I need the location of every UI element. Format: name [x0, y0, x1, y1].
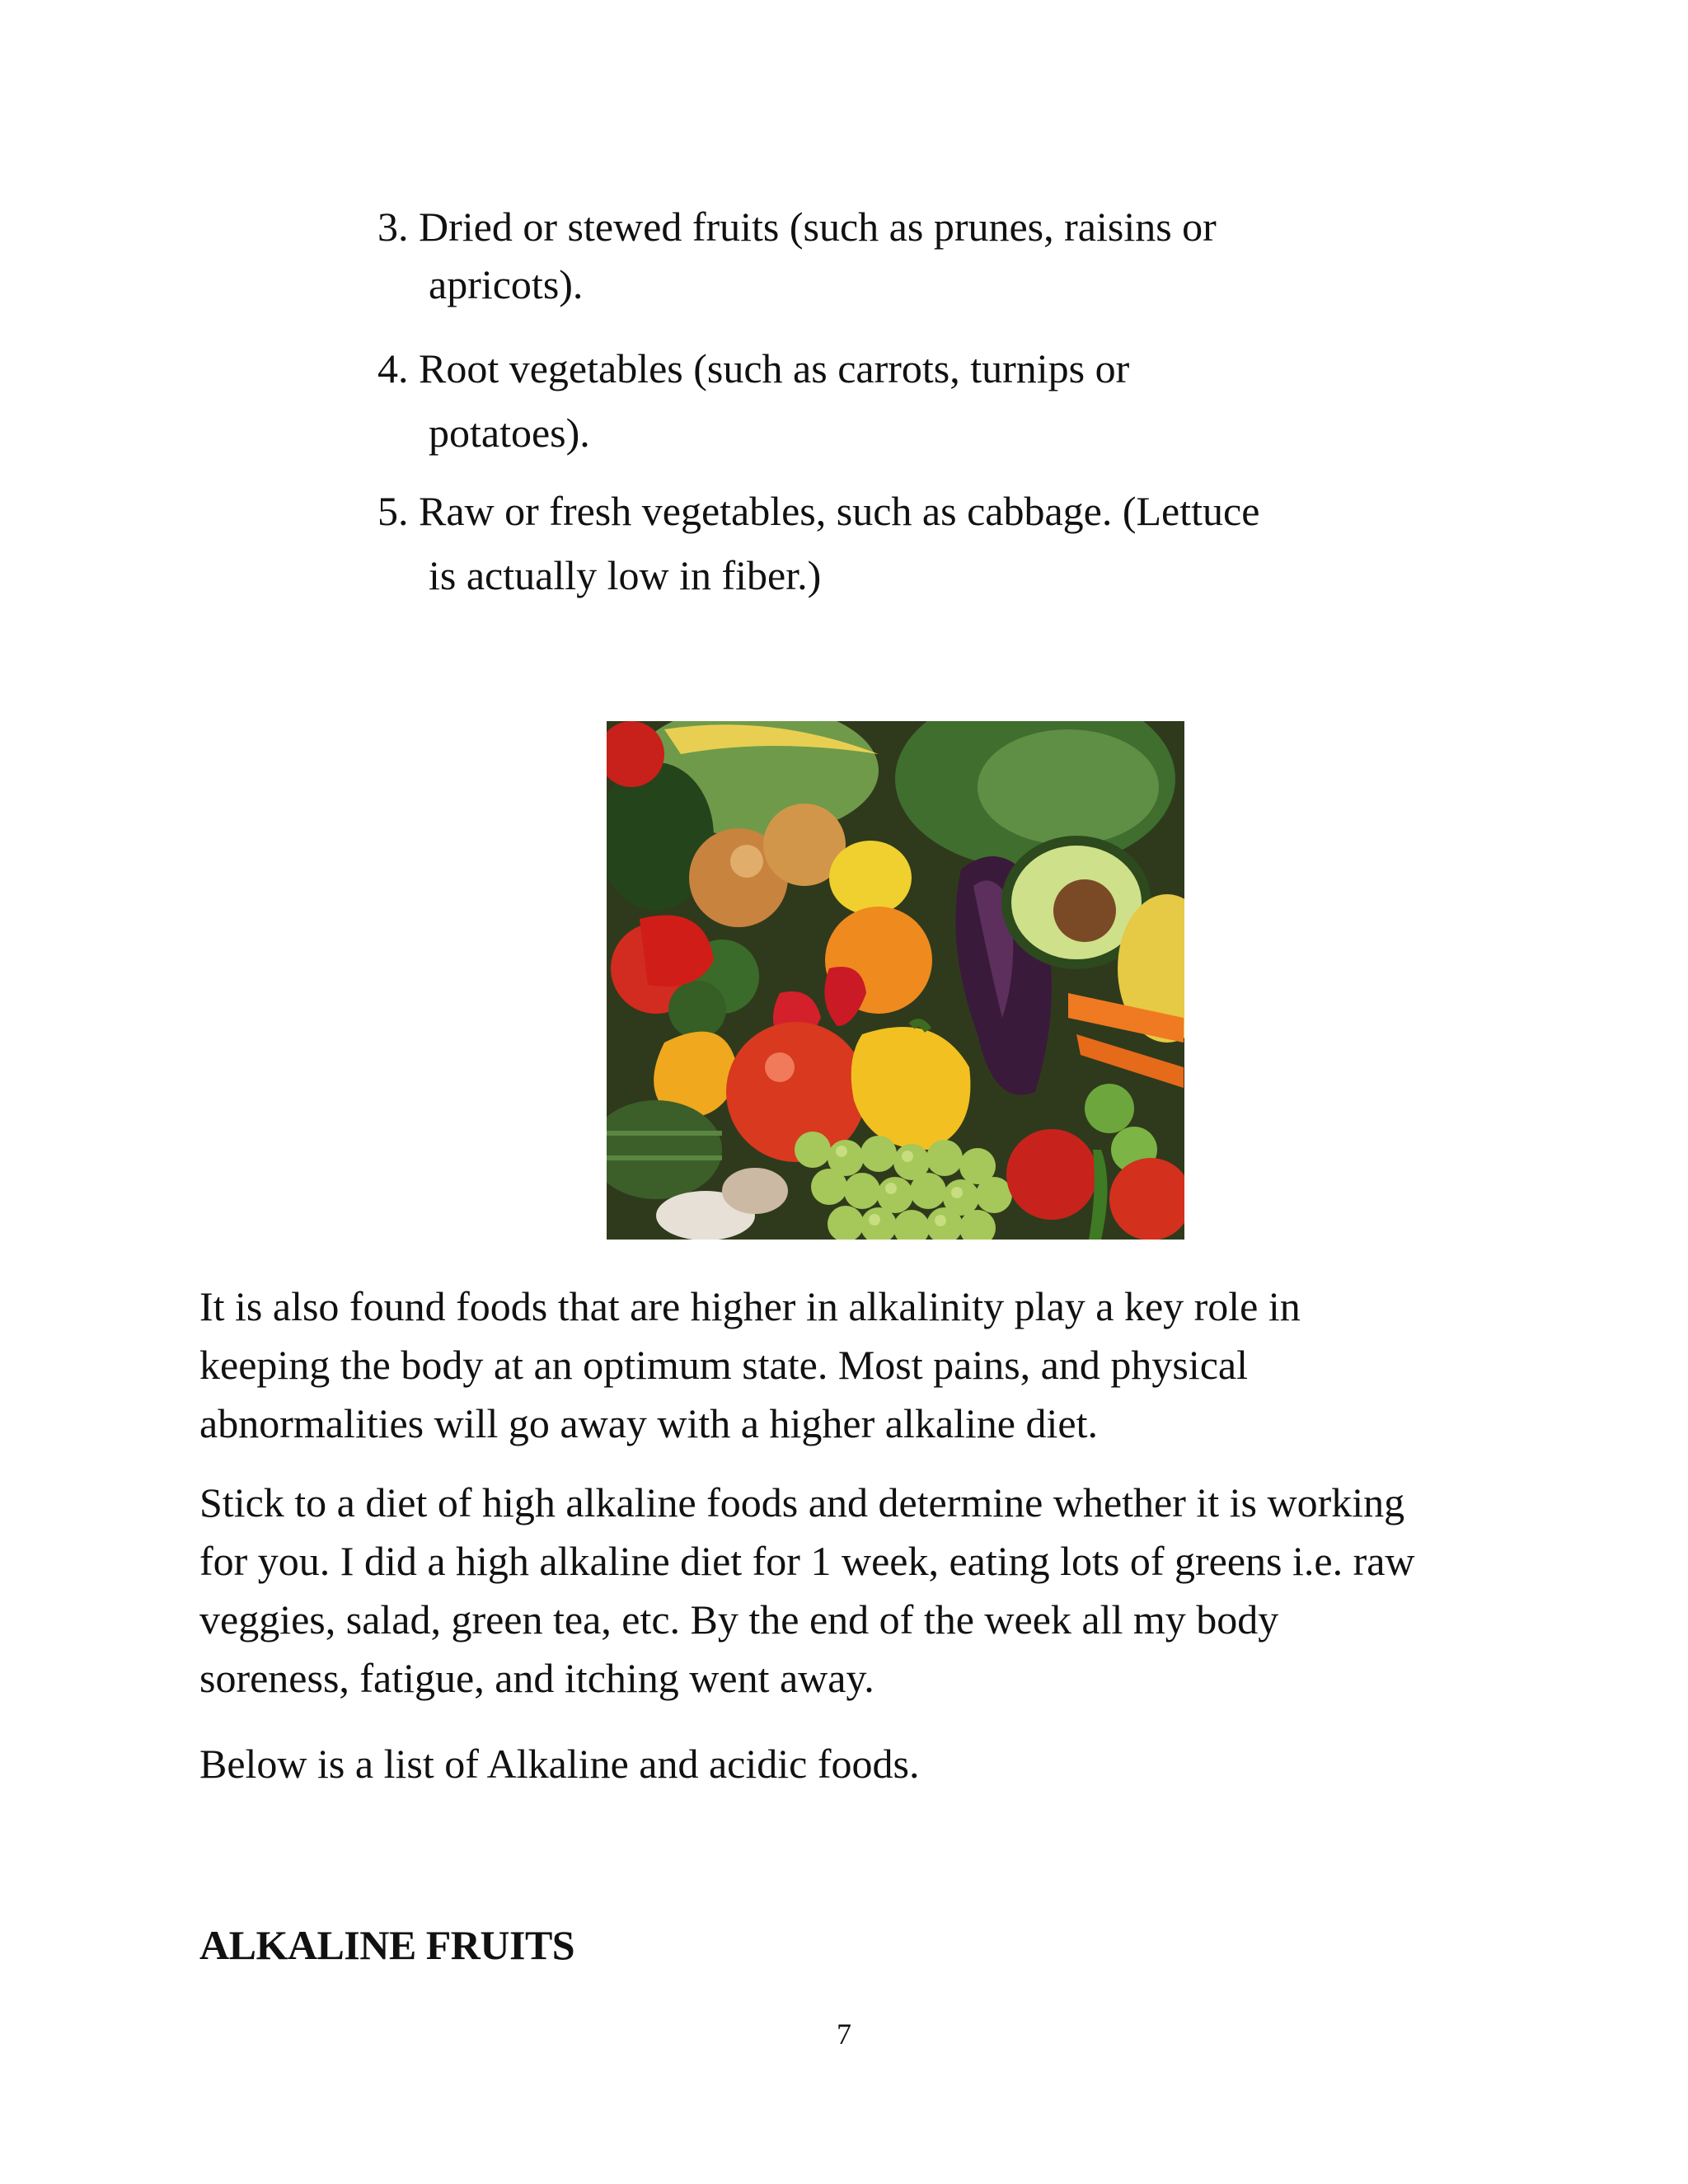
list-item-line: apricots).	[429, 261, 584, 307]
paragraph-line: abnormalities will go away with a higher alkaline diet.	[199, 1400, 1098, 1446]
page-number: 7	[837, 2018, 851, 2050]
paragraph-line: Stick to a diet of high alkaline foods and determine whether it is working	[199, 1479, 1405, 1526]
fruits-vegetables-photo	[607, 721, 1184, 1240]
list-item-line: potatoes).	[429, 410, 590, 456]
paragraph-line: keeping the body at an optimum state. Most pains, and physical	[199, 1342, 1248, 1388]
paragraph	[199, 1474, 1502, 1708]
list-item	[377, 198, 1400, 313]
paragraph-line: It is also found foods that are higher in alkalinity play a key role in	[199, 1283, 1301, 1329]
paragraph	[199, 1734, 1502, 1793]
list-item	[377, 336, 1400, 465]
paragraph-line: veggies, salad, green tea, etc. By the end of the week all my body	[199, 1596, 1279, 1643]
paragraph-line: Below is a list of Alkaline and acidic foods.	[199, 1741, 920, 1787]
paragraph-line: for you. I did a high alkaline diet for 1 week, eating lots of greens i.e. raw	[199, 1538, 1415, 1584]
paragraph-line: soreness, fatigue, and itching went away.	[199, 1655, 874, 1701]
list-item	[377, 479, 1400, 607]
paragraph	[199, 1277, 1502, 1453]
list-item-line: 5. Raw or fresh vegetables, such as cabbage. (Lettuce	[377, 488, 1260, 534]
list-item-line: is actually low in fiber.)	[429, 552, 822, 598]
list-item-line: 3. Dried or stewed fruits (such as prunes, raisins or	[377, 204, 1217, 250]
section-heading: ALKALINE FRUITS	[199, 1922, 575, 1968]
list-item-line: 4. Root vegetables (such as carrots, turnips or	[377, 345, 1130, 391]
